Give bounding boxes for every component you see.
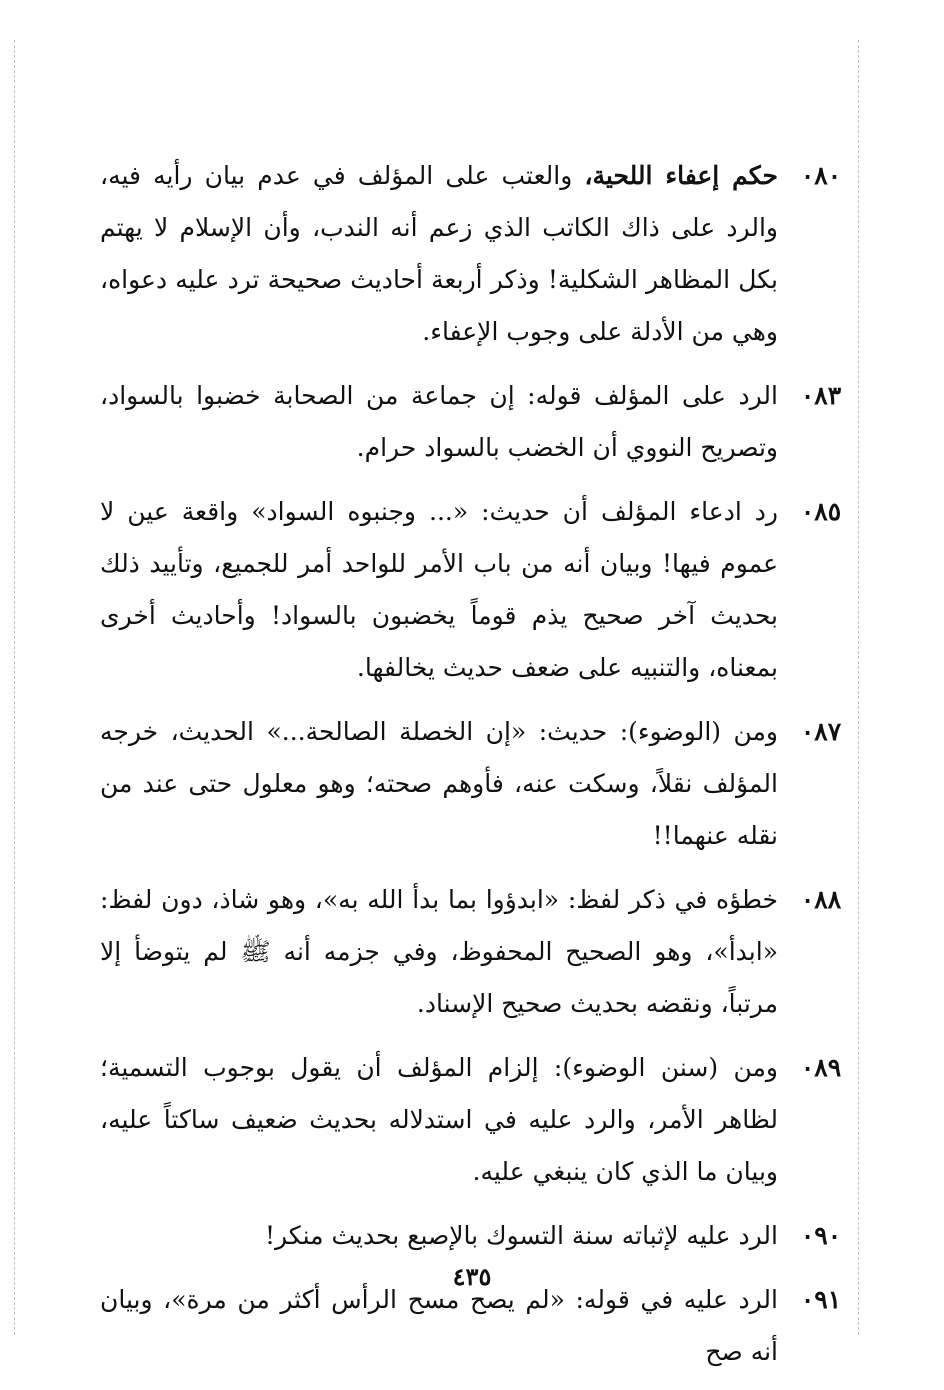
entry-text <box>100 706 782 862</box>
entry-page-number: ٠٩١ <box>800 1285 842 1314</box>
entry-text <box>100 1042 782 1198</box>
index-entries <box>100 150 860 1390</box>
index-entry <box>100 1042 860 1198</box>
entry-page-number: ٠٩٠ <box>800 1221 842 1250</box>
entry-page-number: ٠٨٩ <box>800 1053 842 1082</box>
index-entry <box>100 150 860 358</box>
entry-body: الرد على المؤلف قوله: إن جماعة من الصحابة خضبوا بالسواد، وتصريح النووي أن الخضب بالسواد حرام. <box>100 381 778 462</box>
index-entry <box>100 370 860 474</box>
index-entry <box>100 706 860 862</box>
entry-body: رد ادعاء المؤلف أن حديث: «... وجنبوه السواد» واقعة عين لا عموم فيها! وبيان أنه من باب الأمر للواحد أمر للجميع، وتأييد ذلك بحديث آخر صحيح يذم قوماً يخضبون بالسواد! وأحاديث أخرى بمعناه، والتنبيه على ضعف حديث يخالفها. <box>100 497 778 682</box>
entry-body: ومن (الوضوء): حديث: «إن الخصلة الصالحة...» الحديث، خرجه المؤلف نقلاً، وسكت عنه، فأوهم صحته؛ وهو معلول حتى عند من نقله عنهما!! <box>100 717 778 850</box>
entry-lead-bold: حكم إعفاء اللحية، <box>584 161 778 190</box>
scan-edge-left <box>14 40 15 1335</box>
entry-body: خطؤه في ذكر لفظ: «ابدؤوا بما بدأ الله به»، وهو شاذ، دون لفظ: «ابدأ»، وهو الصحيح المحفوظ، وفي جزمه أنه ﷺ لم يتوضأ إلا مرتباً، ونقضه بحديث صحيح الإسناد. <box>100 885 778 1018</box>
entry-text <box>100 370 782 474</box>
entry-text <box>100 150 782 358</box>
page-number: ٤٣٥ <box>452 1262 492 1291</box>
entry-page-number: ٠٨٠ <box>800 161 842 190</box>
index-entry <box>100 486 860 694</box>
entry-body: والعتب على المؤلف في عدم بيان رأيه فيه، والرد على ذاك الكاتب الذي زعم أنه الندب، وأن الإسلام لا يهتم بكل المظاهر الشكلية! وذكر أربعة أحاديث صحيحة ترد عليه دعواه، وهي من الأدلة على وجوب الإعفاء. <box>100 161 778 346</box>
entry-text <box>100 874 782 1030</box>
entry-page-number: ٠٨٣ <box>800 381 842 410</box>
index-entry <box>100 1210 860 1262</box>
entry-page-number: ٠٨٥ <box>800 497 842 526</box>
entry-page-number: ٠٨٨ <box>800 885 842 914</box>
entry-body: الرد عليه في قوله: «لم يصح مسح الرأس أكثر من مرة»، وبيان أنه صح <box>100 1285 778 1366</box>
entry-page-number: ٠٨٧ <box>800 717 842 746</box>
entry-text <box>100 1210 782 1262</box>
entry-body: ومن (سنن الوضوء): إلزام المؤلف أن يقول بوجوب التسمية؛ لظاهر الأمر، والرد عليه في استدلاله بحديث ضعيف ساكتاً عليه، وبيان ما الذي كان ينبغي عليه. <box>100 1053 778 1186</box>
entry-text <box>100 486 782 694</box>
index-entry <box>100 874 860 1030</box>
entry-body: الرد عليه لإثباته سنة التسوك بالإصبع بحديث منكر! <box>264 1221 778 1250</box>
